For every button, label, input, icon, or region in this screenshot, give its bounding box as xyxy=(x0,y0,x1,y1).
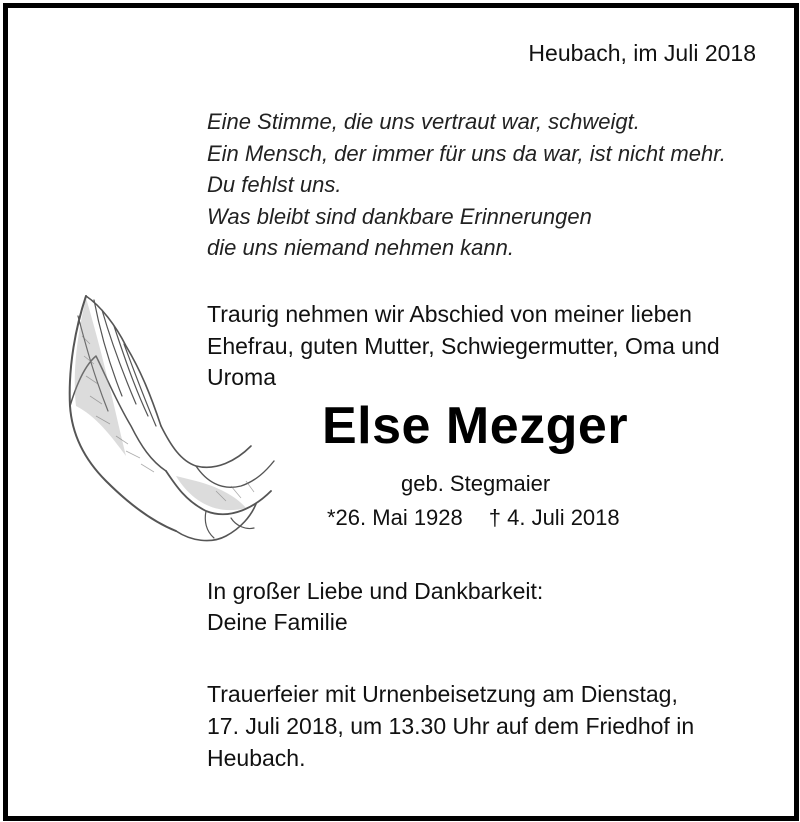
service-line: Heubach. xyxy=(207,745,306,771)
service-info xyxy=(207,678,694,774)
maiden-name: geb. Stegmaier xyxy=(401,471,551,496)
poem-line: Eine Stimme, die uns vertraut war, schweigt. xyxy=(207,109,640,134)
deceased-name: Else Mezger xyxy=(322,397,629,455)
intro-text xyxy=(207,299,720,394)
family-line: Deine Familie xyxy=(207,609,348,635)
intro-line: Traurig nehmen wir Abschied von meiner lieben xyxy=(207,301,692,327)
obituary-notice xyxy=(3,3,799,821)
poem xyxy=(207,106,726,264)
life-dates xyxy=(327,505,620,531)
family-line: In großer Liebe und Dankbarkeit: xyxy=(207,578,544,604)
place-date: Heubach, im Juli 2018 xyxy=(528,40,756,66)
intro-line: Ehefrau, guten Mutter, Schwiegermutter, Oma und xyxy=(207,332,720,359)
service-line: Trauerfeier mit Urnenbeisetzung am Dienstag, xyxy=(207,681,678,707)
family-signature xyxy=(207,576,543,638)
poem-line: Du fehlst uns. xyxy=(207,172,342,197)
poem-line: Was bleibt sind dankbare Erinnerungen xyxy=(207,203,592,229)
poem-line: Ein Mensch, der immer für uns da war, ist nicht mehr. xyxy=(207,140,726,166)
intro-line: Uroma xyxy=(207,364,277,390)
death-date: † 4. Juli 2018 xyxy=(488,505,620,530)
service-line: 17. Juli 2018, um 13.30 Uhr auf dem Friedhof in xyxy=(207,713,695,739)
poem-line: die uns niemand nehmen kann. xyxy=(207,235,514,260)
birth-date: *26. Mai 1928 xyxy=(327,505,463,530)
